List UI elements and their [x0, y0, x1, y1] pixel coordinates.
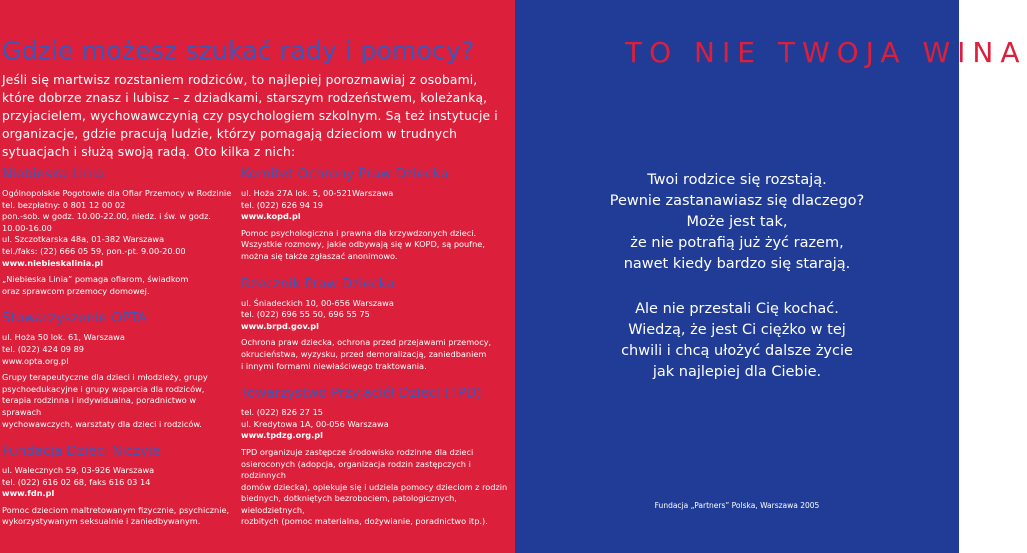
org-name: Niebieska Linia	[2, 166, 104, 182]
org-block	[241, 385, 513, 528]
org-description-line: Pomoc dzieciom maltretowanym fizycznie, psychicznie,	[2, 504, 230, 515]
org-column-1	[2, 166, 237, 541]
org-contact-line: tel. (022) 696 55 50, 696 55 75	[241, 309, 370, 320]
org-description-line: Grupy terapeutyczne dla dzieci i młodzieży, grupy	[2, 372, 208, 383]
org-description-line: Ochrona praw dziecka, ochrona przed przejawami przemocy,	[241, 337, 492, 348]
org-contact-line: tel. (022) 626 94 19	[241, 199, 324, 210]
poem-stanza-2	[515, 299, 959, 383]
org-description-line: „Niebieska Linia” pomaga ofiarom, świadkom	[2, 274, 189, 285]
org-contact-line: tel. (022) 826 27 15	[241, 407, 324, 418]
org-description-line: osieroconych (adopcja, organizacja rodzin zastępczych i rodzinnych	[241, 458, 471, 481]
org-name: Komitet Ochrony Praw Dziecka	[241, 166, 449, 182]
org-block	[2, 310, 237, 430]
org-contact-line: pon.-sob. w godz. 10.00-22.00, niedz. i św. w godz. 10.00-16.00	[2, 211, 211, 233]
poem-line: Wiedzą, że jest Ci ciężko w tej	[628, 322, 846, 338]
poem-line: Pewnie zastanawiasz się dlaczego?	[609, 193, 865, 209]
org-description-line: biednych, dotkniętych bezrobociem, patologicznych, wielodzietnych,	[241, 493, 457, 515]
page-title: Gdzie możesz szukać rady i pomocy?	[2, 36, 475, 65]
org-block	[241, 166, 513, 263]
org-name: Stowarzyszenie OPTA	[2, 310, 147, 327]
org-contact-line: tel. (022) 424 09 89	[2, 343, 85, 354]
org-description-line: oraz sprawcom przemocy domowej.	[2, 285, 150, 296]
poem-line: jak najlepiej dla Ciebie.	[652, 364, 822, 380]
org-contact-line: ul. Hoża 50 lok. 61, Warszawa	[2, 332, 125, 343]
org-contact-line: ul. Kredytowa 1A, 00-056 Warszawa	[241, 418, 389, 429]
org-contact-line: ul. Szczotkarska 48a, 01-382 Warszawa	[2, 234, 165, 245]
org-name: Rzecznik Praw Dziecka	[241, 275, 395, 292]
org-name: Fundacja Dzieci Niczyje	[2, 443, 161, 460]
org-contact-line: ul. Walecznych 59, 03-926 Warszawa	[2, 465, 155, 476]
org-contact-line: ul. Hoża 27A lok. 5, 00-521Warszawa	[241, 188, 394, 198]
poem-stanza-1	[515, 170, 959, 275]
poem-line: nawet kiedy bardzo się starają.	[623, 256, 851, 272]
org-description-line: okrucieństwa, wyzysku, przed demoralizacją, zaniedbaniem	[241, 348, 487, 359]
org-description-line: psychoedukacyjne i grupy wsparcia dla rodziców,	[2, 383, 205, 394]
org-description-line: rozbitych (pomoc materialna, dożywianie, poradnictwo itp.).	[241, 516, 488, 527]
org-block	[241, 276, 513, 373]
org-column-2	[241, 166, 513, 541]
org-description-line: domów dziecka), opiekuje się i udziela pomocy dzieciom z rodzin	[241, 481, 508, 492]
org-contact-line: tel. (022) 616 02 68, faks 616 03 14	[2, 476, 151, 487]
poem-line: chwili i chcą ułożyć dalsze życie	[621, 343, 853, 359]
org-website-link[interactable]: www.kopd.pl	[241, 211, 301, 222]
org-block	[2, 166, 237, 297]
org-website-link[interactable]: www.niebieskalinia.pl	[2, 257, 104, 268]
poem-line: że nie potrafią już żyć razem,	[630, 235, 844, 251]
org-description-line: Wszystkie rozmowy, jakie odbywają się w KOPD, są poufne,	[241, 239, 485, 250]
org-description-line: i innymi formami niewłaściwego traktowania.	[241, 360, 427, 371]
footer-credit: Fundacja „Partners” Polska, Warszawa 2005	[654, 501, 820, 510]
org-name: Towarzystwo Przyjaciół Dzieci (TPD)	[241, 385, 482, 402]
org-description-line: wykorzystywanym seksualnie i zaniedbywanym.	[2, 516, 201, 527]
org-website-link[interactable]: www.fdn.pl	[2, 488, 55, 499]
poem-line: Ale nie przestali Cię kochać.	[635, 301, 839, 317]
slogan-title: TO NIE TWOJA WINA	[625, 36, 1027, 69]
org-description-line: wychowawczych, warsztaty dla dzieci i rodziców.	[2, 418, 202, 429]
org-website-link[interactable]: www.tpdzg.org.pl	[241, 430, 323, 441]
org-description-line: terapia rodzinna i indywidualna, poradnictwo w sprawach	[2, 395, 197, 417]
org-website-link[interactable]: www.brpd.gov.pl	[241, 320, 319, 331]
org-contact-line: tel. bezpłatny: 0 801 12 00 02	[2, 199, 126, 210]
org-contact-line: ul. Śniadeckich 10, 00-656 Warszawa	[241, 297, 394, 308]
org-block	[2, 443, 237, 528]
intro-paragraph: Jeśli się martwisz rozstaniem rodziców, to najlepiej porozmawiaj z osobami, które dobrze znasz i lubisz – z dziadkami, starszym rodzeństwem, koleżanką, przyjacielem, wychowawczynią czy psychologiem szkolnym. Są też instytucje i organizacje, gdzie pracują ludzie, którzy pomagają dzieciom w trudnych sytuacjach i służą swoją radą. Oto kilka z nich:	[2, 73, 498, 159]
poem-line: Może jest tak,	[686, 214, 788, 230]
org-contact-line: www.opta.org.pl	[2, 355, 69, 366]
org-description-line: można się także zgłaszać anonimowo.	[241, 250, 398, 261]
org-contact-line: Ogólnopolskie Pogotowie dla Ofiar Przemocy w Rodzinie	[2, 188, 232, 198]
org-description-line: Pomoc psychologiczna i prawna dla krzywdzonych dzieci.	[241, 227, 477, 238]
org-description-line: TPD organizuje zastępcze środowisko rodzinne dla dzieci	[241, 446, 474, 457]
org-contact-line: tel./faks: (22) 666 05 59, pon.-pt. 9.00-20.00	[2, 245, 186, 256]
right-panel	[515, 0, 1027, 553]
poem-line: Twoi rodzice się rozstają.	[647, 172, 827, 188]
